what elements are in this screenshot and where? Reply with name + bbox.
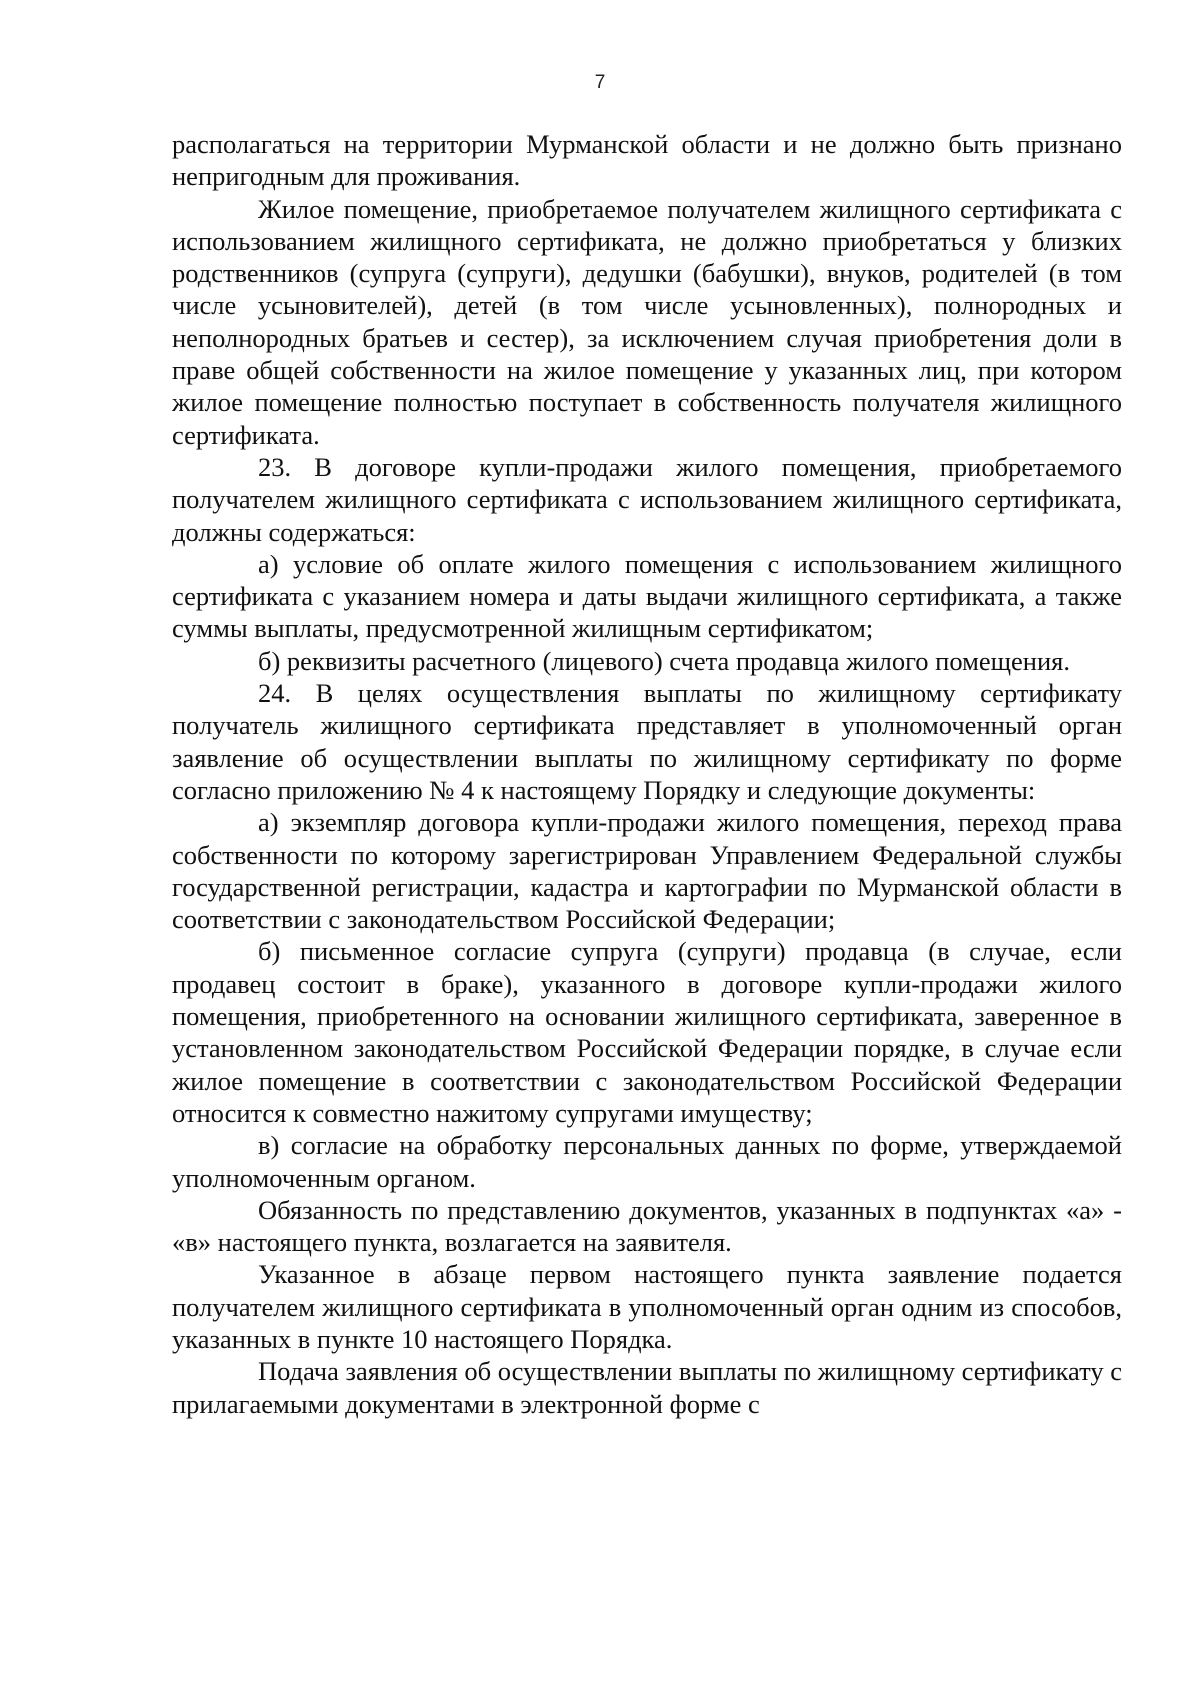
- document-body: [172, 128, 1122, 1420]
- paragraph-item-24-v: в) согласие на обработку персональных данных по форме, утверждаемой уполномоченным органом.: [172, 1130, 1122, 1193]
- paragraph-electronic-submission: Подача заявления об осуществлении выплаты по жилищному сертификату с прилагаемыми документами в электронной форме с: [172, 1356, 1122, 1419]
- paragraph-item-23-b: б) реквизиты расчетного (лицевого) счета продавца жилого помещения.: [258, 645, 1070, 676]
- paragraph-item-24: 24. В целях осуществления выплаты по жилищному сертификату получатель жилищного сертификата представляет в уполномоченный орган заявление об осуществлении выплаты по жилищному сертификату по форме согласно приложению № 4 к настоящему Порядку и следующие документы:: [172, 678, 1122, 805]
- paragraph-item-24-a: а) экземпляр договора купли-продажи жилого помещения, переход права собственности по которому зарегистрирован Управлением Федеральной службы государственной регистрации, кадастра и картографии по Мурманской области в соответствии с законодательством Российской Федерации;: [172, 807, 1122, 935]
- paragraph-dwelling-restriction: Жилое помещение, приобретаемое получателем жилищного сертификата с использованием жилищного сертификата, не должно приобретаться у близких родственников (супруга (супруги), дедушки (бабушки), внуков, родителей (в том числе усыновителей), детей (в том числе усыновленных), полнородных и неполнородных братьев и сестер), за исключением случая приобретения доли в праве общей собственности на жилое помещение у указанных лиц, при котором жилое помещение полностью поступает в собственность получателя жилищного сертификата.: [172, 193, 1122, 450]
- paragraph-item-23-a: а) условие об оплате жилого помещения с использованием жилищного сертификата с указанием номера и даты выдачи жилищного сертификата, а также суммы выплаты, предусмотренной жилищным сертификатом;: [172, 548, 1122, 644]
- paragraph-continuation: располагаться на территории Мурманской области и не должно быть признано непригодным для проживания.: [172, 129, 1122, 192]
- paragraph-item-24-b: б) письменное согласие супруга (супруги) продавца (в случае, если продавец состоит в браке), указанного в договоре купли-продажи жилого помещения, приобретенного на основании жилищного сертификата, заверенное в установленном законодательством Российской Федерации порядке, в случае если жилое помещение в соответствии с законодательством Российской Федерации относится к совместно нажитому супругами имуществу;: [172, 936, 1122, 1128]
- paragraph-item-23: 23. В договоре купли-продажи жилого помещения, приобретаемого получателем жилищного сертификата с использованием жилищного сертификата, должны содержаться:: [172, 451, 1122, 547]
- paragraph-submission-method: Указанное в абзаце первом настоящего пункта заявление подается получателем жилищного сертификата в уполномоченный орган одним из способов, указанных в пункте 10 настоящего Порядка.: [172, 1259, 1122, 1354]
- page-number: 7: [594, 72, 606, 93]
- paragraph-obligation: Обязанность по представлению документов, указанных в подпунктах «а» - «в» настоящего пункта, возлагается на заявителя.: [172, 1194, 1122, 1258]
